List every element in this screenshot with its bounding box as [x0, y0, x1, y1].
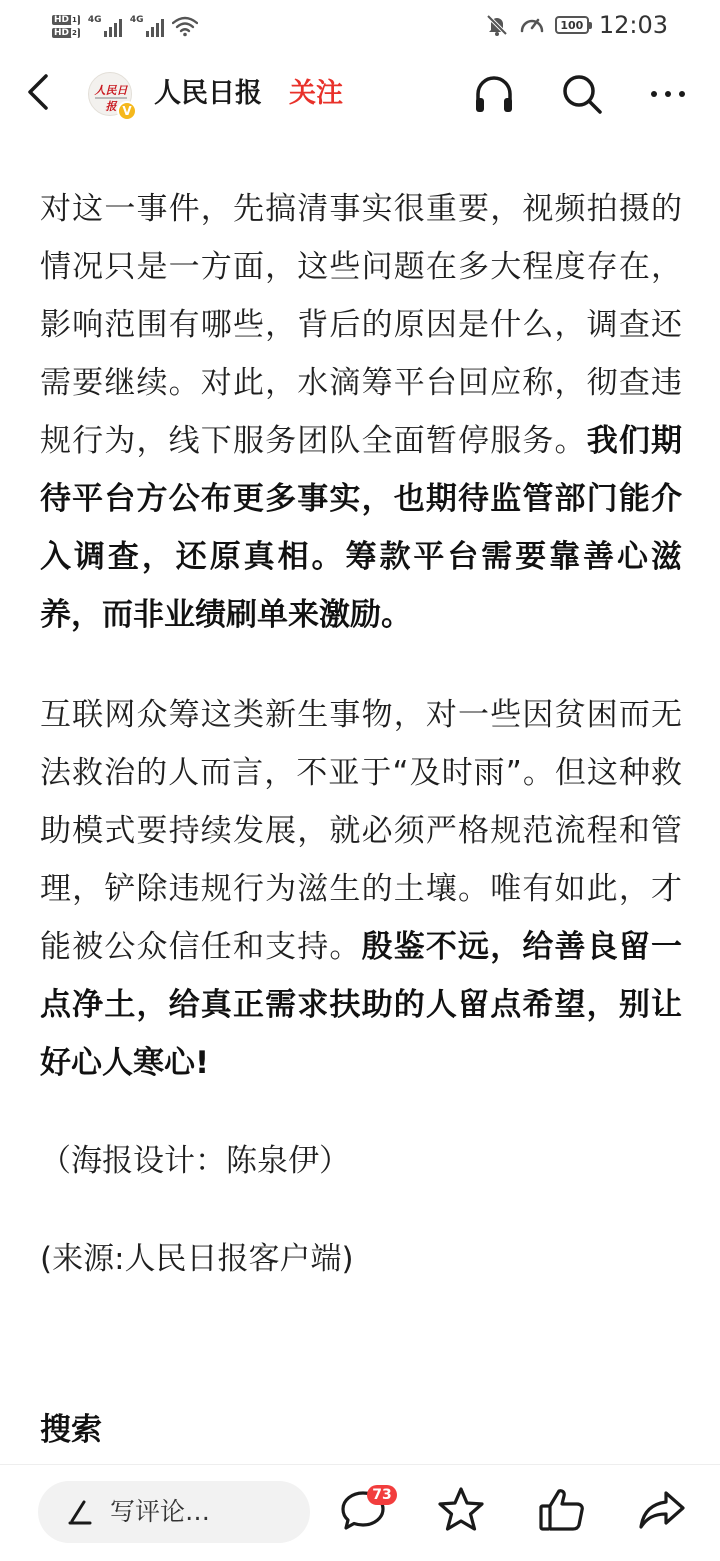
verified-badge: V: [117, 101, 137, 121]
bold-emphasis: 殷鉴不远，给善良留一点净土，给真正需求扶助的人留点希望，别让好心人寒心!: [40, 929, 682, 1081]
comment-count-badge: 73: [367, 1485, 397, 1505]
signal-2-icon: 4G: [130, 15, 164, 37]
headphones-icon[interactable]: [472, 72, 516, 116]
follow-button[interactable]: 关注: [289, 78, 343, 109]
article-source: (来源:人民日报客户端): [40, 1241, 354, 1277]
more-icon[interactable]: [648, 72, 692, 116]
hd-voice-2-indicator: HD 2: [52, 28, 80, 38]
signal-1-icon: 4G: [88, 15, 122, 37]
comment-input[interactable]: [38, 1481, 310, 1543]
article-paragraph-2: 互联网众筹这类新生事物，对一些因贫困而无法救治的人而言，不亚于“及时雨”。但这种救助模式要持续发展，就必须严格规范流程和管理，铲除违规行为滋生的土壤。唯有如此，才能被公众信任和支持。殷鉴不远，给善良留一点净土，给真正需求扶助的人留点希望，别让好心人寒心!: [40, 697, 682, 1081]
battery-indicator: 100: [555, 16, 589, 34]
wifi-icon: [172, 15, 198, 37]
status-clock: 12:03: [598, 11, 668, 39]
mute-bell-icon: [485, 13, 509, 37]
bottom-action-bar: [0, 1464, 720, 1561]
account-avatar[interactable]: 人民日报 V: [88, 72, 132, 116]
search-icon[interactable]: [560, 72, 604, 116]
comment-placeholder: 写评论…: [110, 1497, 211, 1526]
pen-icon: [64, 1497, 94, 1527]
hd-voice-1-indicator: HD 1: [52, 15, 80, 25]
account-name[interactable]: 人民日报: [154, 78, 262, 109]
poster-credit: （海报设计：陈泉伊）: [40, 1143, 350, 1179]
thumbs-up-icon[interactable]: [537, 1485, 587, 1535]
article-body: [40, 180, 682, 1288]
bold-emphasis: 我们期待平台方公布更多事实，也期待监管部门能介入调查，还原真相。筹款平台需要靠善心滋养，而非业绩刷单来激励。: [40, 423, 683, 633]
search-heading[interactable]: 搜索: [40, 1412, 102, 1448]
share-icon[interactable]: [637, 1485, 687, 1535]
star-icon[interactable]: [436, 1485, 486, 1535]
status-bar: [0, 0, 720, 50]
article-paragraph-1: 对这一事件，先搞清事实很重要，视频拍摄的情况只是一方面，这些问题在多大程度存在，影响范围有哪些，背后的原因是什么，调查还需要继续。对此，水滴筹平台回应称，彻查违规行为，线下服务团队全面暂停服务。我们期待平台方公布更多事实，也期待监管部门能介入调查，还原真相。筹款平台需要靠善心滋养，而非业绩刷单来激励。: [40, 191, 683, 633]
article-header: [0, 58, 720, 130]
speed-gauge-icon: [519, 13, 545, 37]
back-icon[interactable]: [22, 70, 58, 114]
